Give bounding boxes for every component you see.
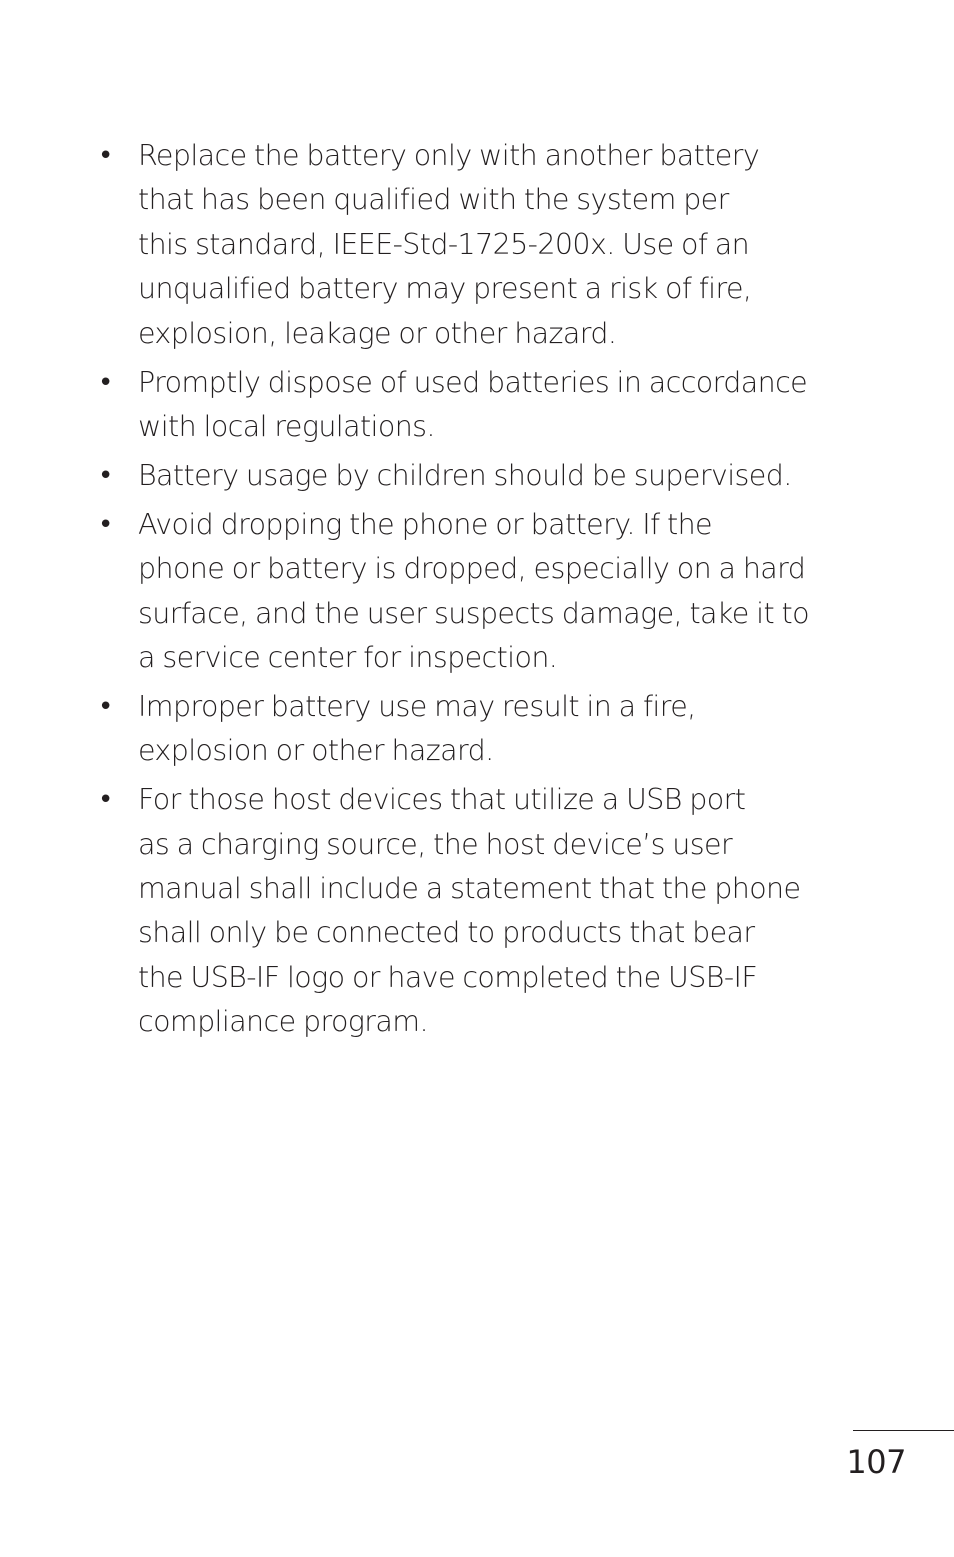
bullet-marker: • — [98, 460, 114, 491]
bullet-marker: • — [98, 509, 114, 540]
footer-divider — [853, 1430, 954, 1431]
list-item — [98, 134, 888, 356]
bullet-text: Replace the battery only with another battery that has been qualified with the system per this standard, IEEE-Std-1725-200x. Use of an unqualified battery may present a risk of fire, explosion, leakage or other hazard. — [138, 139, 760, 350]
bullet-marker: • — [98, 691, 114, 722]
bullet-text: Avoid dropping the phone or battery. If the phone or battery is dropped, especially on a hard surface, and the user suspects damage, take it to a service center for inspection. — [138, 507, 809, 674]
list-item — [98, 361, 888, 450]
list-item — [98, 685, 888, 774]
list-item — [98, 454, 888, 498]
bullet-text: Battery usage by children should be supervised. — [138, 458, 792, 492]
safety-bullet-list — [98, 134, 888, 1049]
bullet-text: Promptly dispose of used batteries in accordance with local regulations. — [138, 365, 808, 443]
bullet-text: Improper battery use may result in a fire, explosion or other hazard. — [138, 689, 696, 768]
bullet-marker: • — [98, 367, 114, 398]
bullet-text: For those host devices that utilize a USB port as a charging source, the host device’s user manual shall include a statement that the phone shall only be connected to products that bear the USB-IF logo or have completed the USB-IF compliance program. — [138, 783, 801, 1039]
bullet-marker: • — [98, 785, 114, 816]
list-item — [98, 503, 888, 681]
page-number: 107 — [846, 1443, 906, 1481]
list-item — [98, 778, 888, 1044]
bullet-marker: • — [98, 141, 114, 171]
